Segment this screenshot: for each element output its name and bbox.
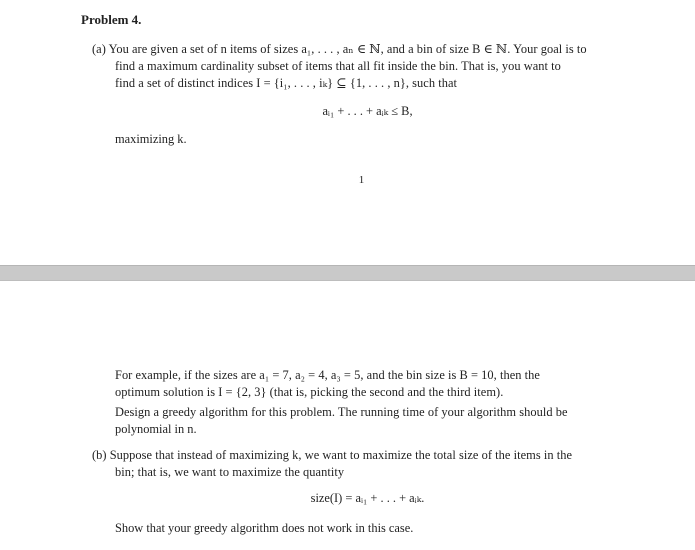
part-a-line-3: find a set of distinct indices I = {i₁, . . . , iₖ} ⊆ {1, . . . , n}, such that (115, 76, 457, 90)
design-line-1: Design a greedy algorithm for this problem. The running time of your algorithm should be (115, 405, 568, 419)
page-number: 1 (358, 174, 365, 186)
inequality-formula: aᵢ₁ + . . . + aᵢₖ ≤ B, (322, 104, 413, 118)
example-line-2: optimum solution is I = {2, 3} (that is, picking the second and the third item). (115, 385, 504, 399)
example-line-1: For example, if the sizes are a₁ = 7, a₂ = 4, a₃ = 5, and the bin size is B = 10, then the (115, 368, 540, 382)
part-a-line-2: find a maximum cardinality subset of items that all fit inside the bin. That is, you want to (115, 59, 561, 73)
show-that-text: Show that your greedy algorithm does not work in this case. (115, 521, 414, 535)
problem-heading: Problem 4. (81, 12, 142, 27)
part-b-line-1: (b) Suppose that instead of maximizing k, we want to maximize the total size of the items in the (92, 448, 573, 462)
size-formula: size(I) = aᵢ₁ + . . . + aᵢₖ. (310, 491, 425, 505)
page-separator (0, 265, 695, 281)
maximizing-text: maximizing k. (115, 132, 187, 146)
part-a-line-1: (a) You are given a set of n items of sizes a₁, . . . , aₙ ∈ ℕ, and a bin of size B ∈ ℕ. Your goal is to (92, 42, 587, 56)
design-line-2: polynomial in n. (115, 422, 197, 436)
document-page-1 (0, 0, 695, 265)
part-b-line-2: bin; that is, we want to maximize the quantity (115, 465, 345, 479)
